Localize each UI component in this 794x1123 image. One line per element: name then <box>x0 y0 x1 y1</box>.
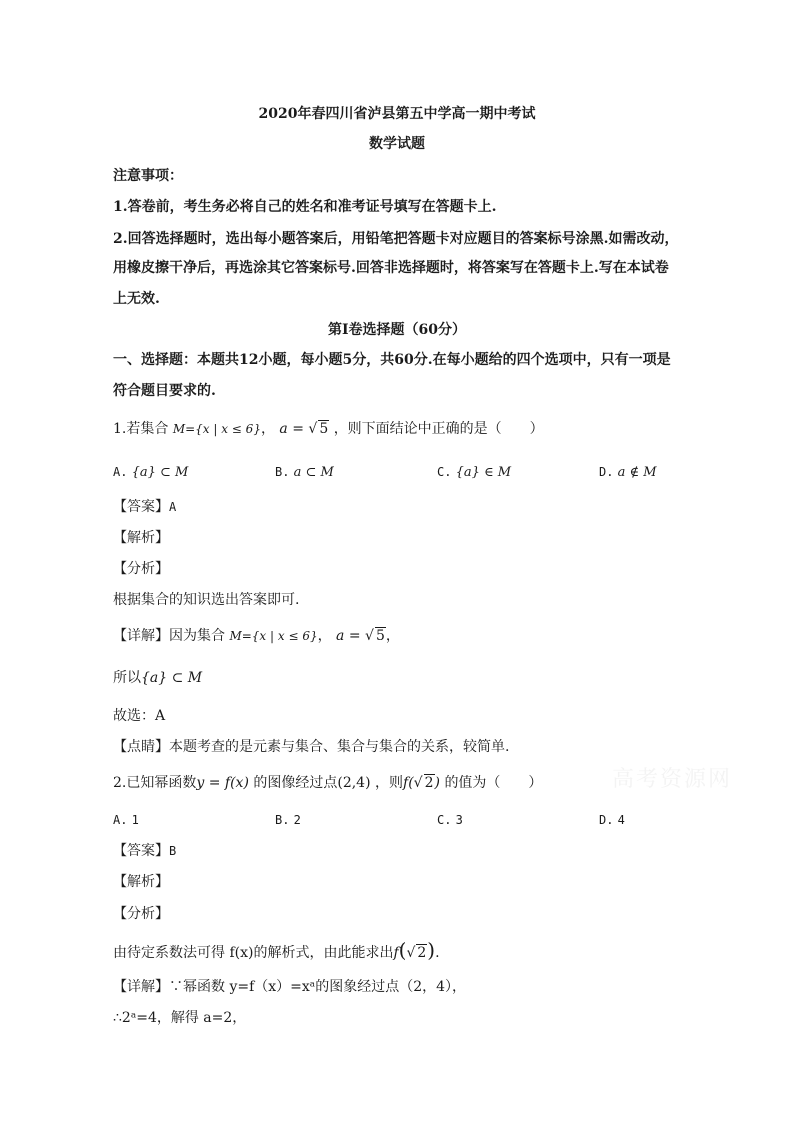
q2-fenxi-label: 【分析】 <box>113 906 169 922</box>
detail-sqrt-value: 5 <box>375 628 385 644</box>
answer-value: B <box>169 844 177 858</box>
q2-step: ∴2ᵃ=4，解得 a=2， <box>113 1010 247 1026</box>
q2-f-expr: f( <box>403 775 414 791</box>
detail-sep: ， <box>317 628 332 644</box>
option-expr: a ⊂ M <box>293 465 334 480</box>
q1-option-b[interactable] <box>275 462 334 483</box>
q1-suffix: ，则下面结论中正确的是（ ） <box>333 421 544 437</box>
notes-item-2-line-2: 用橡皮擦干净后，再选涂其它答案标号.回答非选择题时，将答案写在答题卡上.写在本试卷 <box>113 260 669 276</box>
q1-option-c[interactable] <box>437 462 511 483</box>
q1-answer <box>113 497 176 517</box>
q1-fenxi-label: 【分析】 <box>113 561 169 577</box>
detail-set: M={x | x ≤ 6} <box>229 629 318 643</box>
fenxi-f: f <box>393 945 399 961</box>
q2-f-close: ) <box>434 775 440 791</box>
detail-end: ， <box>385 628 400 644</box>
q2-point: (2,4) <box>337 775 371 791</box>
q1-analysis-label: 【解析】 <box>113 530 169 546</box>
exam-title: 2020年春四川省泸县第五中学高一期中考试 <box>258 106 536 122</box>
section-intro-line-2: 符合题目要求的. <box>113 383 216 399</box>
so-prefix: 所以 <box>113 670 141 686</box>
q1-sqrt-value: 5 <box>319 421 329 437</box>
q2-func: y = f(x) <box>196 775 249 791</box>
q2-sqrt-value: 2 <box>424 775 434 791</box>
question-1-stem: 1.若集合 M={x | x ≤ 6}， a = √ 5 ，则下面结论中正确的是（ ） <box>113 421 544 437</box>
q2-fenxi-text: 由待定系数法可得 f(x)的解析式，由此能求出f(√ 2). <box>113 938 440 962</box>
comment-text: 本题考查的是元素与集合、集合与集合的关系，较简单. <box>169 739 510 755</box>
q2-option-b[interactable] <box>275 810 301 831</box>
answer-value: A <box>169 500 177 514</box>
notes-item-2-line-1: 2.回答选择题时，选出每小题答案后，用铅笔把答题卡对应题目的答案标号涂黑.如需改动， <box>113 231 679 247</box>
so-expr: {a} ⊂ M <box>141 670 203 686</box>
option-letter: A. <box>113 813 128 827</box>
section-intro-line-1: 一、选择题：本题共12小题，每小题5分，共60分.在每小题给的四个选项中，只有一项是 <box>113 352 671 368</box>
section-title: 第I卷选择题（60分） <box>327 322 467 338</box>
q2-answer <box>113 841 176 861</box>
q1-set: M={x | x ≤ 6} <box>172 422 261 436</box>
comment-label: 【点睛】 <box>113 739 169 755</box>
option-letter: D. <box>599 813 614 827</box>
option-expr: {a} ∈ M <box>455 465 512 480</box>
q1-fenxi-text: 根据集合的知识选出答案即可. <box>113 592 300 608</box>
option-letter: A. <box>113 465 128 479</box>
option-expr: {a} ⊂ M <box>131 465 189 480</box>
answer-label: 【答案】 <box>113 843 169 859</box>
detail-text: ∵幂函数 y=f（x）=xᵃ的图象经过点（2，4）， <box>169 979 467 995</box>
q2-prefix: 2.已知幂函数 <box>113 775 197 791</box>
q2-suffix: 的值为（ ） <box>444 775 543 791</box>
q1-option-a[interactable] <box>113 462 188 483</box>
q1-option-d[interactable] <box>599 462 657 483</box>
option-expr: 1 <box>131 813 139 827</box>
option-letter: B. <box>275 465 290 479</box>
q1-detail: 【详解】因为集合 M={x | x ≤ 6}， a = √ 5， <box>113 628 400 644</box>
q2-option-d[interactable] <box>599 810 625 831</box>
notes-item-2-line-3: 上无效. <box>113 291 160 307</box>
fenxi-end: . <box>435 945 440 961</box>
q1-sep: ， <box>260 421 275 437</box>
notes-item-1: 1.答卷前，考生务必将自己的姓名和准考证号填写在答题卡上. <box>113 199 497 215</box>
q1-choose: 故选：A <box>113 708 166 724</box>
q2-analysis-label: 【解析】 <box>113 874 169 890</box>
detail-prefix: 因为集合 <box>169 628 225 644</box>
fenxi-prefix: 由待定系数法可得 f(x)的解析式，由此能求出 <box>113 945 394 961</box>
option-expr: 4 <box>617 813 625 827</box>
option-letter: C. <box>437 465 452 479</box>
watermark: 高考资源网 <box>612 767 733 792</box>
q1-comment <box>113 737 509 757</box>
q2-mid2: ，则 <box>375 775 404 791</box>
q1-prefix: 1.若集合 <box>113 421 169 437</box>
notes-heading: 注意事项： <box>113 168 183 184</box>
answer-label: 【答案】 <box>113 499 169 515</box>
option-letter: C. <box>437 813 452 827</box>
q1-a-expr: a = <box>279 421 309 437</box>
option-expr: a ∉ M <box>617 465 657 480</box>
detail-label: 【详解】 <box>113 628 169 644</box>
detail-a: a = <box>336 628 366 644</box>
option-expr: 2 <box>293 813 301 827</box>
q2-option-a[interactable] <box>113 810 139 831</box>
q2-option-c[interactable] <box>437 810 463 831</box>
q2-mid: 的图像经过点 <box>253 775 338 791</box>
q2-detail <box>113 977 466 997</box>
option-letter: B. <box>275 813 290 827</box>
option-expr: 3 <box>455 813 463 827</box>
option-letter: D. <box>599 465 614 479</box>
exam-subtitle: 数学试题 <box>369 136 425 152</box>
fenxi-sqrt-value: 2 <box>417 945 427 961</box>
detail-label: 【详解】 <box>113 979 169 995</box>
q1-conclusion <box>113 668 202 688</box>
question-2-stem: 2.已知幂函数y = f(x) 的图像经过点(2,4) ，则f(√ 2) 的值为（ ） <box>113 775 543 791</box>
